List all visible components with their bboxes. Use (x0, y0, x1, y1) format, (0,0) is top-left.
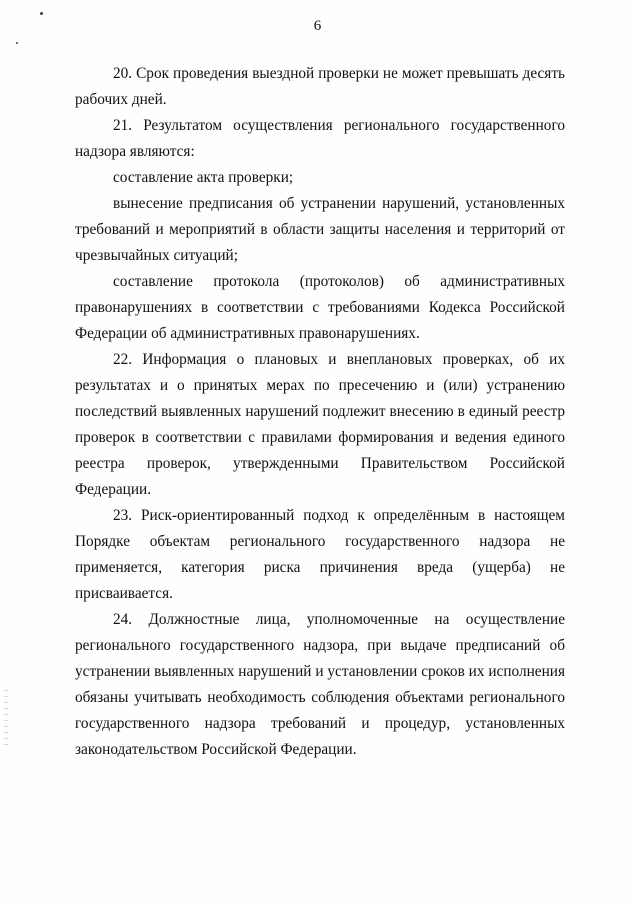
scan-speck (40, 12, 43, 15)
paragraph-22: 22. Информация о плановых и внеплановых проверках, об их результатах и о принятых мерах по пресечению и (или) устранению последствий выявленных нарушений подлежит внесению в единый реестр проверок в соответствии с правилами формирования и ведения единого реестра проверок, утвержденными Правительством Российской Федерации. (75, 351, 565, 498)
list-item-order: вынесение предписания об устранении нарушений, установленных требований и мероприятий в области защиты населения и территорий от чрезвычайных ситуаций; (75, 195, 565, 264)
paragraph-23: 23. Риск-ориентированный подход к определённым в настоящем Порядке объектам регионального государственного надзора не применяется, категория риска причинения вреда (ущерба) не присваивается. (75, 507, 565, 602)
list-item-protocol: составление протокола (протоколов) об административных правонарушениях в соответствии с требованиями Кодекса Российской Федерации об административных правонарушениях. (75, 273, 565, 342)
list-item-act: составление акта проверки; (113, 169, 294, 186)
scan-speck (16, 42, 18, 44)
scan-edge-marks (4, 690, 8, 750)
paragraph-20: 20. Срок проведения выездной проверки не может превышать десять рабочих дней. (75, 65, 565, 108)
paragraph-24: 24. Должностные лица, уполномоченные на осуществление регионального государственного надзора, при выдаче предписаний об устранении выявленных нарушений и установлении сроков их исполнения обязаны учитывать необходимость соблюдения объектами регионального государственного надзора требований и процедур, установленных законодательством Российской Федерации. (75, 611, 565, 758)
page-number: 6 (313, 18, 322, 34)
document-body (75, 61, 565, 763)
paragraph-21: 21. Результатом осуществления регионального государственного надзора являются: (75, 117, 565, 160)
